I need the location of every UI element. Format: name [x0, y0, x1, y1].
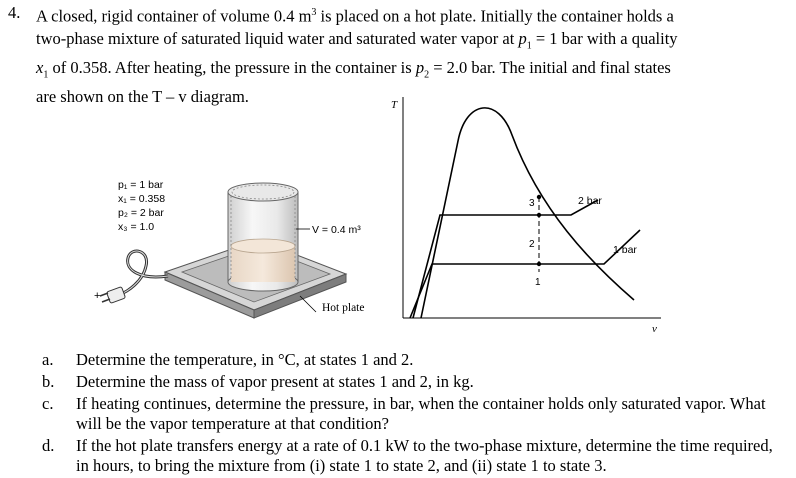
- part-a-text: Determine the temperature, in °C, at states 1 and 2.: [76, 350, 414, 369]
- part-c: [38, 394, 788, 434]
- part-d-label: d.: [42, 436, 55, 455]
- plug-icon: [106, 287, 125, 304]
- isobar-2bar-label: 2 bar: [578, 195, 602, 207]
- part-b-label: b.: [42, 372, 55, 391]
- isobar-2bar: [413, 200, 598, 318]
- saturation-dome: [421, 108, 634, 318]
- part-d: [38, 436, 788, 476]
- volume-label: V = 0.4 m³: [312, 224, 361, 236]
- part-b: [38, 372, 788, 392]
- problem-line-1: A closed, rigid container of volume 0.4 $m^3$ is placed on a hot plate. Initially the container holds a: [36, 6, 674, 26]
- t-axis-label: T: [391, 99, 398, 111]
- part-c-text: If heating continues, determine the pressure, in bar, when the container holds only saturated vapor. What will be the vapor temperature at that condition?: [76, 394, 766, 433]
- question-parts: [38, 350, 788, 478]
- tv-diagram: [391, 97, 661, 335]
- given-x3: x₃ = 1.0: [118, 221, 155, 233]
- part-c-label: c.: [42, 394, 54, 413]
- problem-line-2: two-phase mixture of saturated liquid water and saturated water vapor at $p_1 = 1$ bar with a quality: [36, 28, 678, 51]
- v-axis-label: v: [652, 323, 657, 335]
- problem-number: 4.: [8, 3, 21, 22]
- given-p1: p₁ = 1 bar: [118, 179, 164, 191]
- state-3-label: 3: [529, 198, 535, 209]
- problem-line-3: $x_1$ of 0.358. After heating, the pressure in the container is $p_2 = 2.0$ bar. The initial and final states: [36, 57, 671, 81]
- state-3-point: [537, 195, 541, 199]
- given-p2: p₂ = 2 bar: [118, 207, 164, 219]
- hot-plate-label: Hot plate: [322, 302, 365, 314]
- liquid-surface: [231, 239, 295, 253]
- rigid-container: [228, 183, 298, 291]
- isobar-1bar-label: 1 bar: [613, 244, 637, 256]
- problem-line-4: are shown on the T – v diagram.: [36, 87, 249, 107]
- state-1-point: [537, 262, 541, 266]
- part-a: [38, 350, 788, 370]
- part-d-text: If the hot plate transfers energy at a rate of 0.1 kW to the two-phase mixture, determine the time required, in hours, to bring the mixture from (i) state 1 to state 2, and (ii) state 1 to state 3.: [76, 436, 773, 475]
- part-b-text: Determine the mass of vapor present at states 1 and 2, in kg.: [76, 372, 474, 391]
- given-values: [118, 179, 165, 233]
- plus-sign: +: [94, 290, 101, 302]
- part-a-label: a.: [42, 350, 54, 369]
- state-1-label: 1: [535, 277, 541, 288]
- state-2-point: [537, 213, 541, 217]
- state-2-label: 2: [529, 239, 535, 250]
- given-x1: x₁ = 0.358: [118, 193, 166, 205]
- power-cord: [94, 251, 168, 303]
